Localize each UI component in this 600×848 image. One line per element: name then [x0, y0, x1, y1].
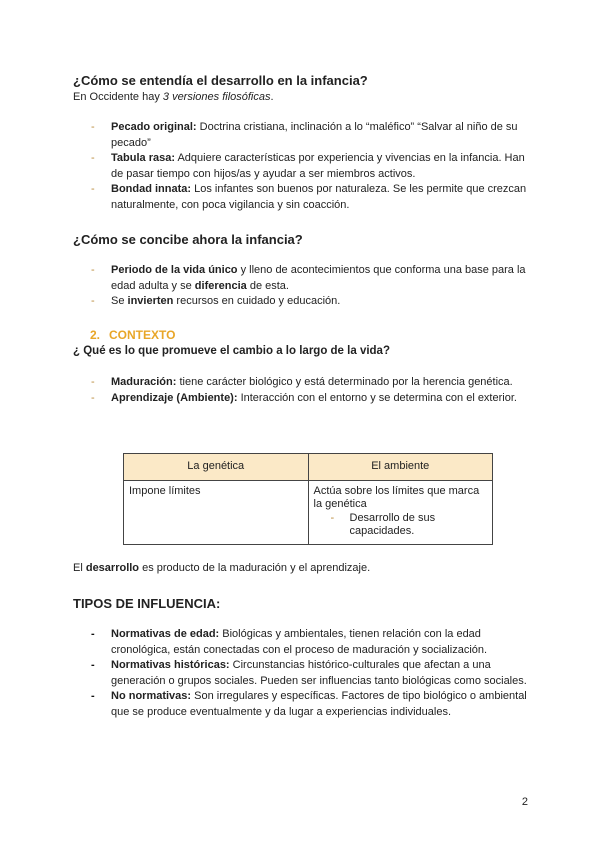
- influence-list: [73, 627, 533, 720]
- table-header-cell: La genética: [124, 454, 309, 481]
- page-number: 2: [521, 796, 528, 808]
- emphasis: diferencia: [194, 279, 247, 292]
- table-header-cell: El ambiente: [308, 454, 493, 481]
- table-header-row: [124, 454, 493, 481]
- list-item: [73, 263, 533, 294]
- term: Aprendizaje (Ambiente):: [111, 391, 238, 404]
- question-heading: ¿ Qué es lo que promueve el cambio a lo largo de la vida?: [73, 345, 390, 357]
- list-item: [73, 294, 533, 310]
- definition: tiene carácter biológico y está determinado por la herencia genética.: [176, 376, 513, 388]
- text: es producto de la maduración y el aprendizaje.: [139, 562, 371, 574]
- text: Se: [111, 295, 128, 307]
- philosophies-list: [73, 120, 533, 213]
- intro-end: .: [270, 91, 274, 103]
- heading-tipos-influencia: TIPOS DE INFLUENCIA:: [73, 596, 221, 611]
- dash-bullet: -: [91, 628, 95, 640]
- dash-bullet: -: [91, 264, 95, 276]
- infancia-ahora-list: [73, 263, 533, 310]
- cell-list: [314, 512, 488, 539]
- dash-bullet: -: [330, 511, 335, 524]
- dash-bullet: -: [91, 152, 95, 164]
- definition: Los infantes son buenos por naturaleza. Se les permite que crezcan naturalmente, con poca vigilancia y sin coacción.: [111, 183, 527, 211]
- cell-text: Actúa sobre los límites que marca la genética: [313, 484, 480, 510]
- list-item: [73, 120, 533, 151]
- summary-paragraph: [73, 561, 533, 576]
- table-cell: [308, 480, 493, 544]
- list-item: [73, 151, 533, 182]
- dash-bullet: -: [91, 690, 95, 702]
- intro-paragraph: [73, 90, 533, 105]
- term: Normativas de edad:: [111, 628, 220, 640]
- text: de esta.: [246, 279, 289, 292]
- dash-bullet: -: [91, 391, 95, 404]
- term: Tabula rasa:: [111, 152, 175, 164]
- term: No normativas:: [111, 690, 192, 702]
- table-row: [124, 480, 493, 544]
- section-number: 2.: [90, 328, 101, 342]
- definition: Interacción con el entorno y se determina con el exterior.: [237, 391, 517, 404]
- definition: Adquiere características por experiencia y vivencias en la infancia. Han de pasar tiempo con hijos/as y ayudar a ser miembros activos.: [111, 152, 525, 180]
- list-item: [73, 375, 533, 391]
- dash-bullet: -: [91, 183, 95, 195]
- section-title: CONTEXTO: [109, 328, 176, 342]
- definition: Circunstancias histórico-culturales que afectan a una generación o grupos sociales. Pueden ser influencias tanto biológicas como sociales.: [111, 659, 527, 687]
- term: Pecado original:: [111, 121, 197, 133]
- heading-infancia-pasado: ¿Cómo se entendía el desarrollo en la infancia?: [73, 73, 368, 88]
- term: Maduración:: [111, 376, 177, 388]
- emphasis: invierten: [127, 295, 174, 307]
- comparison-table: [123, 453, 493, 545]
- list-item: [314, 512, 488, 539]
- list-item: [73, 182, 533, 213]
- emphasis: desarrollo: [85, 562, 140, 574]
- definition: Biológicas y ambientales, tienen relación con la edad cronológica, están conectadas con el proceso de maduración y socialización.: [111, 628, 488, 656]
- text: recursos en cuidado y educación.: [173, 295, 341, 307]
- list-item: [73, 391, 533, 407]
- dash-bullet: -: [91, 121, 95, 133]
- emphasis: Periodo de la vida único: [111, 264, 238, 276]
- list-item: [73, 689, 533, 720]
- term: Normativas históricas:: [111, 659, 230, 671]
- intro-text: En Occidente hay: [73, 91, 163, 103]
- definition: Doctrina cristiana, inclinación a lo “maléfico” “Salvar al niño de su pecado”: [111, 121, 518, 149]
- dash-bullet: -: [91, 295, 95, 307]
- heading-infancia-ahora: ¿Cómo se concibe ahora la infancia?: [73, 232, 303, 247]
- definition: Son irregulares y específicas. Factores de tipo biológico o ambiental que se produce eventualmente y da lugar a experiencias individuales.: [111, 690, 527, 718]
- dash-bullet: -: [91, 659, 95, 671]
- cell-list-text: Desarrollo de sus capacidades.: [349, 511, 436, 537]
- factors-list: [73, 375, 533, 406]
- text: y lleno de acontecimientos que conforma una base para la edad adulta y se: [111, 264, 526, 292]
- list-item: [73, 658, 533, 689]
- list-item: [73, 627, 533, 658]
- dash-bullet: -: [91, 376, 95, 388]
- intro-emphasis: 3 versiones filosóficas: [162, 91, 271, 103]
- term: Bondad innata:: [111, 183, 192, 195]
- table-cell: Impone límites: [124, 480, 309, 544]
- text: El: [73, 562, 86, 574]
- section-heading-contexto: [90, 328, 175, 343]
